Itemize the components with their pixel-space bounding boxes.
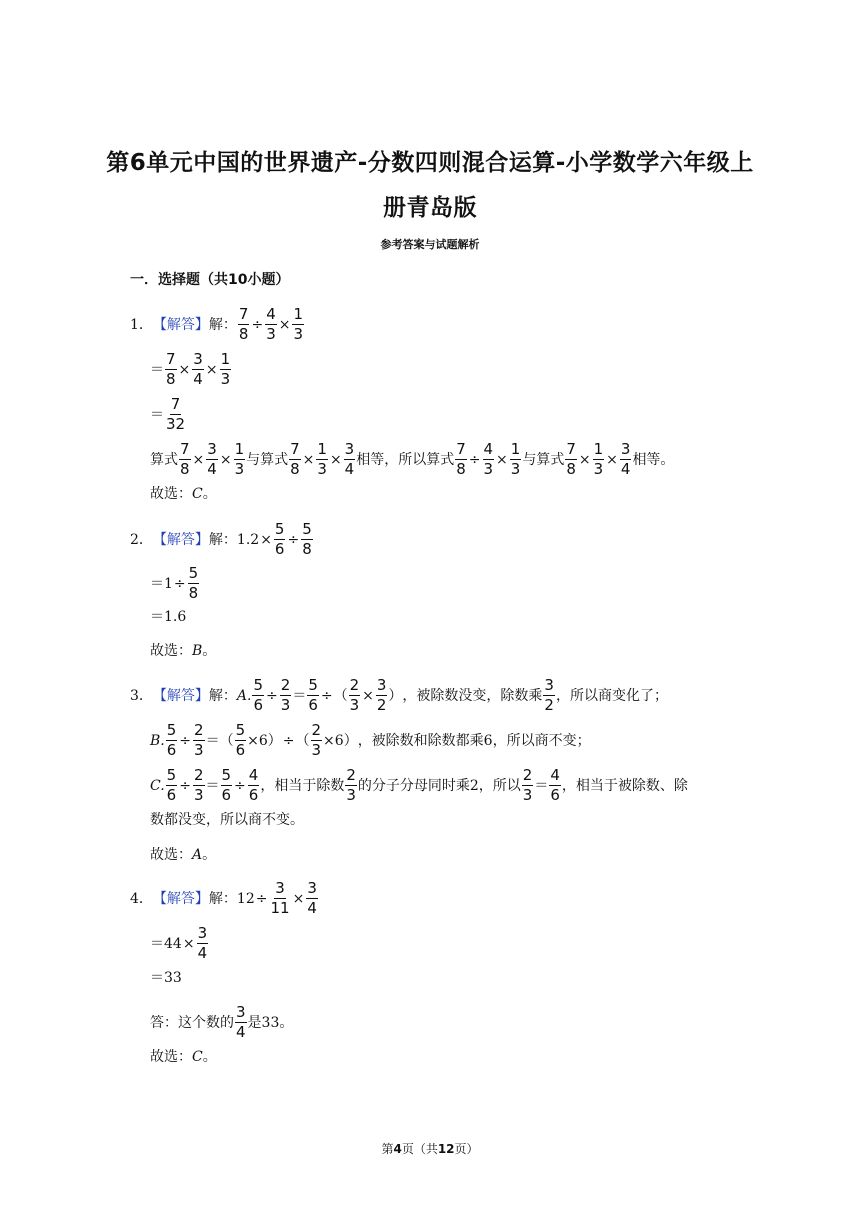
choose-label: 故选： (150, 847, 192, 863)
paren: （ (219, 732, 234, 749)
times-sign: × (329, 451, 342, 468)
times-sign: × (260, 531, 272, 548)
fraction: $\frac{2}{3}$ (522, 766, 533, 804)
fraction: $\frac{4}{6}$ (248, 766, 259, 804)
text: ，相当于被除数、除 (561, 777, 688, 794)
times-sign: × (302, 451, 315, 468)
paren: ） (388, 687, 403, 704)
q2-line2 (150, 565, 200, 602)
page-subtitle: 参考答案与试题解析 (380, 238, 480, 251)
equals-sign: ＝ (150, 970, 164, 986)
choose-label: 故选： (150, 643, 192, 659)
answer-letter: C (192, 486, 203, 502)
result: 1.6 (164, 609, 187, 625)
option-label: B. (150, 732, 165, 749)
text: 与算式 (522, 451, 565, 468)
q2-line3 (150, 607, 186, 627)
fraction: $\frac{2}{3}$ (193, 766, 204, 804)
fraction: $\frac{7}{8}$ (180, 440, 190, 478)
fraction: $\frac{4}{3}$ (266, 305, 276, 343)
times-sign: × (578, 451, 591, 468)
section-heading: 一．选择题（共10小题） (130, 272, 290, 288)
result: 33 (164, 970, 182, 986)
times-sign: × (192, 451, 205, 468)
div-sign: ÷ (173, 575, 186, 592)
times-sign: × (205, 361, 218, 378)
fraction: $\frac{5}{6}$ (221, 766, 232, 804)
multiplier: ×6 (247, 732, 268, 749)
q1-line3 (150, 396, 187, 433)
fraction: $\frac{7}{8}$ (456, 440, 466, 478)
q1-answer (150, 484, 217, 504)
question-number: 1． (130, 316, 153, 333)
div-sign: ÷ (179, 732, 192, 749)
answer-letter: A (192, 847, 203, 863)
question-number: 4． (130, 890, 153, 907)
div-sign: ÷ (287, 531, 300, 548)
q1-line4 (150, 441, 674, 478)
fraction: $\frac{5}{6}$ (308, 676, 318, 714)
question-number: 2． (130, 531, 153, 548)
text: 答：这个数的 (150, 1014, 234, 1031)
q3-line1 (130, 677, 668, 714)
div-sign: ÷ (282, 732, 295, 749)
answer-letter: C (192, 1049, 203, 1065)
q4-line4 (150, 1004, 293, 1041)
period: 。 (202, 847, 217, 863)
times-sign: × (278, 316, 291, 333)
fraction: $\frac{1}{3}$ (293, 305, 304, 343)
fraction: $\frac{2}{3}$ (346, 766, 356, 804)
q4-line1 (130, 880, 319, 917)
q4-line2 (150, 925, 209, 962)
text: 数都没变，所以商不变。 (150, 812, 304, 828)
q3-line3 (150, 767, 688, 804)
footer-text: 页（共 (401, 1142, 438, 1156)
times-sign: × (219, 451, 232, 468)
text: 相等。 (632, 451, 675, 468)
fraction: $\frac{3}{2}$ (376, 676, 387, 714)
text: ，被除数和除数都乘6，所以商不变； (357, 732, 591, 749)
paren: ） (343, 732, 358, 749)
equals-sign: ＝ (292, 687, 307, 704)
fraction: $\frac{2}{3}$ (349, 676, 360, 714)
fraction: $\frac{5}{6}$ (166, 721, 177, 759)
text: ，被除数没变，除数乘 (402, 687, 543, 704)
solution-prefix: 解： (208, 890, 237, 907)
paren: ） (267, 732, 282, 749)
q1-line1 (130, 306, 305, 343)
q3-line4 (150, 810, 304, 830)
fraction: $\frac{7}{8}$ (166, 350, 176, 388)
fraction: $\frac{3}{4}$ (207, 440, 217, 478)
fraction: $\frac{1}{3}$ (593, 440, 604, 478)
text: ，所以商变化了； (555, 687, 668, 704)
answer-tag: 【解答】 (152, 316, 209, 333)
times-sign: × (362, 687, 374, 704)
q3-line2 (150, 722, 591, 759)
fraction: $\frac{3}{4}$ (197, 924, 208, 962)
text: 相等，所以算式 (356, 451, 455, 468)
choose-label: 故选： (150, 1049, 192, 1065)
solution-prefix: 解： (208, 531, 237, 548)
multiplier: ×6 (323, 732, 344, 749)
equals-sign: ＝ (150, 361, 164, 378)
q3-answer (150, 845, 216, 865)
times-sign: × (606, 451, 618, 468)
q1-line2 (150, 351, 232, 388)
fraction: $\frac{1}{3}$ (234, 440, 245, 478)
equals-sign: ＝ (150, 609, 164, 625)
equals-sign: ＝ (534, 777, 549, 794)
fraction: $\frac{7}{8}$ (566, 440, 576, 478)
fraction: $\frac{1}{3}$ (510, 440, 521, 478)
times-sign: × (182, 935, 195, 952)
text: 是33。 (247, 1014, 294, 1031)
paren: （ (295, 732, 310, 749)
total-pages: 12 (437, 1142, 455, 1156)
option-label: A. (236, 687, 252, 704)
question-number: 3． (130, 687, 153, 704)
times-sign: × (496, 451, 508, 468)
equals-sign: ＝ (205, 777, 220, 794)
fraction: $\frac{7}{32}$ (166, 395, 186, 433)
text: 与算式 (246, 451, 289, 468)
div-sign: ÷ (468, 451, 481, 468)
equals-sign: ＝ (205, 732, 220, 749)
div-sign: ÷ (251, 316, 264, 333)
fraction: $\frac{2}{3}$ (194, 721, 204, 759)
fraction: $\frac{3}{2}$ (544, 676, 554, 714)
option-label: C. (150, 777, 165, 794)
q4-line3 (150, 968, 182, 988)
fraction: $\frac{5}{6}$ (166, 766, 177, 804)
text: 的分子分母同时乘2，所以 (357, 777, 521, 794)
fraction: $\frac{3}{11}$ (270, 879, 290, 917)
period: 。 (202, 486, 217, 502)
equals-sign: ＝ (150, 935, 164, 952)
fraction: $\frac{7}{8}$ (238, 305, 249, 343)
div-sign: ÷ (255, 890, 268, 907)
fraction: $\frac{4}{6}$ (550, 766, 560, 804)
div-sign: ÷ (320, 687, 333, 704)
answer-tag: 【解答】 (152, 687, 209, 704)
fraction: $\frac{1}{3}$ (317, 440, 327, 478)
footer-text: 页） (454, 1142, 479, 1156)
div-sign: ÷ (179, 777, 191, 794)
answer-letter: B (192, 643, 203, 659)
choose-label: 故选： (150, 486, 192, 502)
fraction: $\frac{3}{4}$ (236, 1003, 246, 1041)
fraction: $\frac{3}{4}$ (344, 440, 355, 478)
div-sign: ÷ (234, 777, 246, 794)
div-sign: ÷ (266, 687, 278, 704)
fraction: $\frac{3}{4}$ (620, 440, 631, 478)
footer-text: 第 (381, 1142, 394, 1156)
page-title-line2: 册青岛版 (383, 195, 477, 221)
fraction: $\frac{5}{6}$ (274, 520, 285, 558)
number: 12 (236, 890, 255, 907)
answer-tag: 【解答】 (152, 531, 209, 548)
paren: （ (333, 687, 348, 704)
page-number: 4 (393, 1142, 402, 1156)
equals-sign: ＝ (150, 575, 164, 592)
solution-prefix: 解： (208, 687, 237, 704)
number: 1.2 (236, 531, 260, 548)
fraction: $\frac{2}{3}$ (311, 721, 322, 759)
page-title-line1: 第6单元中国的世界遗产-分数四则混合运算-小学数学六年级上 (106, 150, 754, 176)
page-footer (0, 1140, 860, 1157)
fraction: $\frac{5}{8}$ (188, 564, 199, 602)
period: 。 (202, 643, 217, 659)
period: 。 (202, 1049, 217, 1065)
text: 算式 (150, 451, 178, 468)
text: ，相当于除数 (260, 777, 345, 794)
fraction: $\frac{2}{3}$ (280, 676, 291, 714)
fraction: $\frac{3}{4}$ (193, 350, 203, 388)
q4-answer (150, 1047, 217, 1067)
fraction: $\frac{3}{4}$ (307, 879, 317, 917)
fraction: $\frac{5}{6}$ (253, 676, 264, 714)
number: 1 (164, 575, 173, 592)
q2-answer (150, 641, 216, 661)
fraction: $\frac{5}{8}$ (302, 520, 312, 558)
fraction: $\frac{7}{8}$ (290, 440, 300, 478)
fraction: $\frac{5}{6}$ (235, 721, 246, 759)
number: 44 (164, 935, 182, 952)
q2-line1 (130, 521, 314, 558)
answer-tag: 【解答】 (152, 890, 209, 907)
fraction: $\frac{1}{3}$ (220, 350, 231, 388)
solution-prefix: 解： (208, 316, 237, 333)
fraction: $\frac{4}{3}$ (483, 440, 494, 478)
equals-sign: ＝ (150, 406, 164, 423)
times-sign: × (292, 890, 305, 907)
times-sign: × (178, 361, 191, 378)
